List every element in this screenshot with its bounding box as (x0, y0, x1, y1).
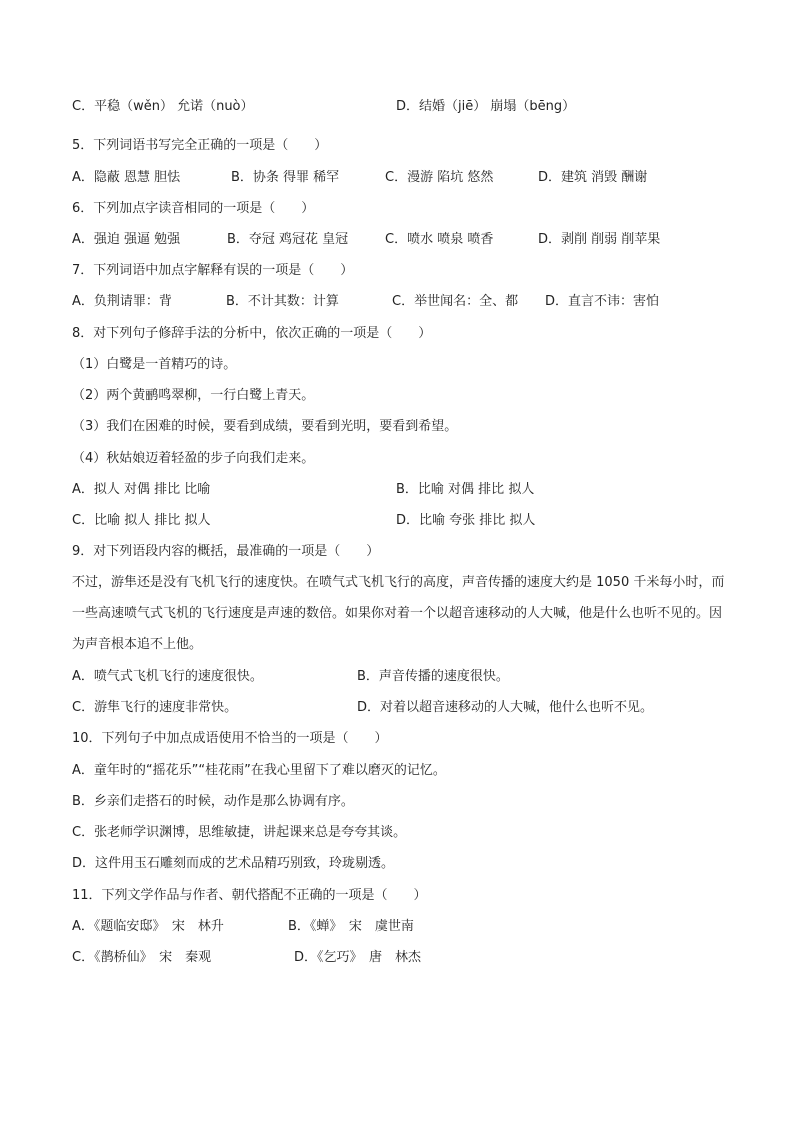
q8-sentence-1: （1）白鹭是一首精巧的诗。 (72, 357, 237, 372)
q11-option-b: B．《蝉》 宋 虞世南 (288, 919, 414, 934)
q7-option-a: A．负荆请罪：背 (72, 294, 172, 309)
q8-option-a: A．拟人 对偶 排比 比喻 (72, 482, 211, 497)
q5-stem: 5．下列词语书写完全正确的一项是（ ） (72, 138, 328, 153)
q7-option-c: C．举世闻名：全、都 (392, 294, 519, 309)
q4-option-d: D．结婚（jiē） 崩塌（bēng） (396, 99, 576, 114)
q9-passage: 不过，游隼还是没有飞机飞行的速度快。在喷气式飞机飞行的高度，声音传播的速度大约是 1050 千米每小时，而一些高速喷气式飞机的飞行速度是声速的数倍。如果你对着一个以超音速移动的人大喊，他是什么也听不见的。因为声音根本追不上他。 (72, 575, 725, 652)
q7-option-d: D．直言不讳：害怕 (545, 294, 660, 309)
q9-option-b: B．声音传播的速度很快。 (357, 669, 509, 684)
q7-option-b: B．不计其数：计算 (226, 294, 339, 309)
q6-option-c: C．喷水 喷泉 喷香 (385, 232, 494, 247)
q9-option-a: A．喷气式飞机飞行的速度很快。 (72, 669, 263, 684)
q11-option-d: D．《乞巧》 唐 林杰 (294, 950, 422, 965)
q8-sentence-3: （3）我们在困难的时候，要看到成绩，要看到光明，要看到希望。 (72, 419, 458, 434)
q10-option-a: A．童年时的“摇花乐”“桂花雨”在我心里留下了难以磨灭的记忆。 (72, 763, 446, 778)
q8-option-c: C．比喻 拟人 排比 拟人 (72, 513, 211, 528)
q8-stem: 8．对下列句子修辞手法的分析中，依次正确的一项是（ ） (72, 326, 432, 341)
q5-option-b: B．协条 得罪 稀罕 (231, 170, 340, 185)
q10-option-b: B．乡亲们走搭石的时候，动作是那么协调有序。 (72, 794, 354, 809)
q8-sentence-4: （4）秋姑娘迈着轻盈的步子向我们走来。 (72, 451, 315, 466)
q8-sentence-2: （2）两个黄鹂鸣翠柳，一行白鹭上青天。 (72, 388, 315, 403)
q9-stem: 9．对下列语段内容的概括，最准确的一项是（ ） (72, 544, 380, 559)
q11-stem: 11．下列文学作品与作者、朝代搭配不正确的一项是（ ） (72, 888, 427, 903)
q5-option-d: D．建筑 消毁 酬谢 (538, 170, 648, 185)
q10-option-d: D．这件用玉石雕刻而成的艺术品精巧别致，玲珑剔透。 (72, 856, 395, 871)
q5-option-c: C．漫游 陷坑 悠然 (385, 170, 494, 185)
q6-option-d: D．剥削 削弱 削苹果 (538, 232, 661, 247)
q10-stem: 10．下列句子中加点成语使用不恰当的一项是（ ） (72, 731, 388, 746)
q5-option-a: A．隐蔽 恩慧 胆怯 (72, 170, 181, 185)
q8-option-d: D．比喻 夸张 排比 拟人 (396, 513, 536, 528)
q7-stem: 7．下列词语中加点字解释有误的一项是（ ） (72, 263, 354, 278)
q6-option-a: A．强迫 强逼 勉强 (72, 232, 181, 247)
q6-stem: 6．下列加点字读音相同的一项是（ ） (72, 201, 315, 216)
q11-option-a: A．《题临安邸》 宋 林升 (72, 919, 224, 934)
q9-option-c: C．游隼飞行的速度非常快。 (72, 700, 238, 715)
q9-option-d: D．对着以超音速移动的人大喊，他什么也听不见。 (357, 700, 654, 715)
q8-option-b: B．比喻 对偶 排比 拟人 (396, 482, 535, 497)
q4-option-c: C．平稳（wěn） 允诺（nuò） (72, 99, 254, 114)
q10-option-c: C．张老师学识渊博，思维敏捷，讲起课来总是夸夸其谈。 (72, 825, 407, 840)
q11-option-c: C．《鹊桥仙》 宋 秦观 (72, 950, 212, 965)
q6-option-b: B．夺冠 鸡冠花 皇冠 (227, 232, 349, 247)
